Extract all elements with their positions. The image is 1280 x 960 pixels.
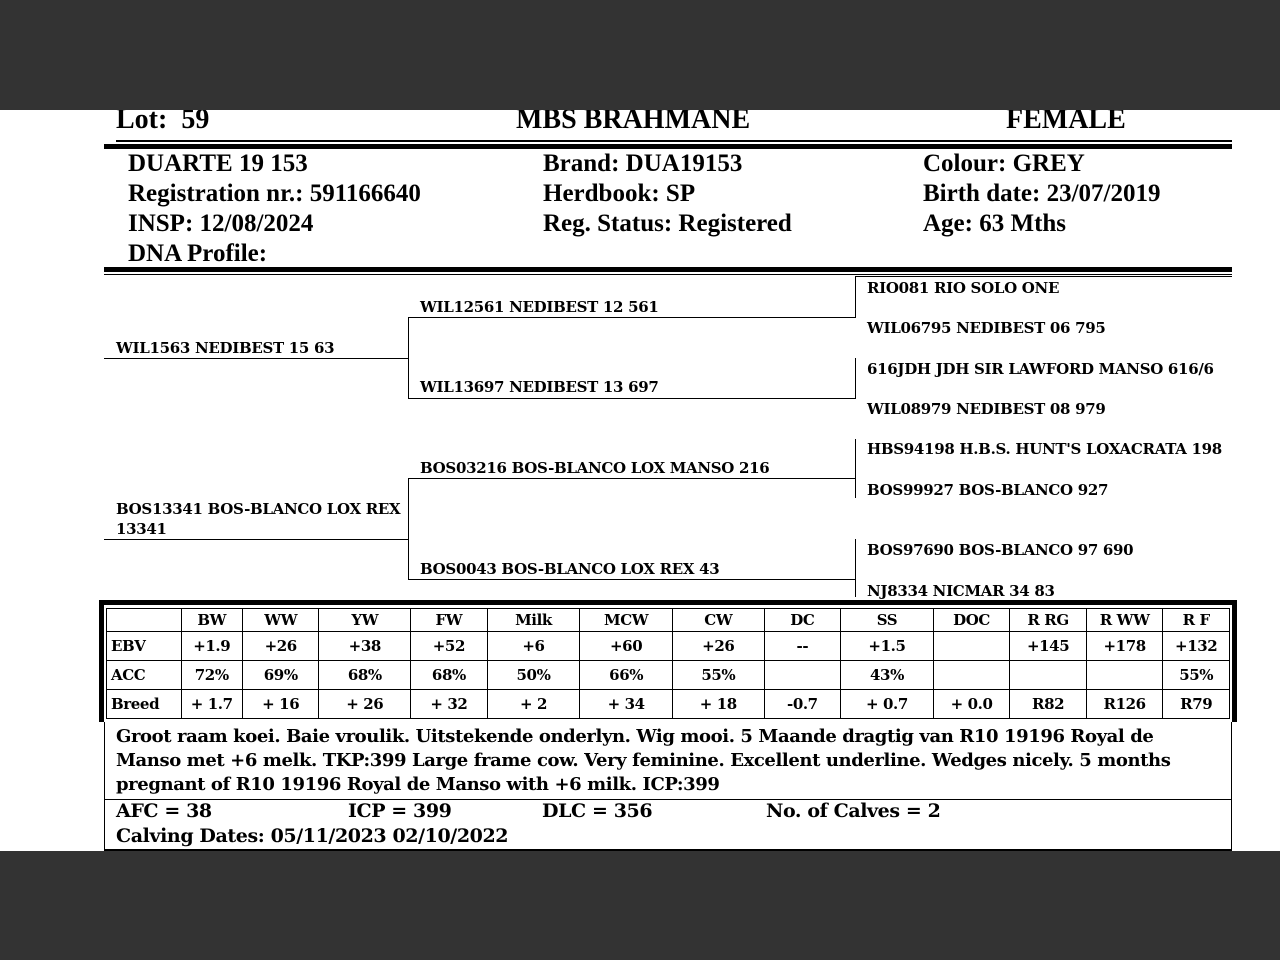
stats-cell: +52 xyxy=(411,632,488,661)
stats-row-breed xyxy=(107,690,1230,719)
pedigree-sire-dam: WIL13697 NEDIBEST 13 697 xyxy=(420,378,659,396)
stats-cell: + 32 xyxy=(411,690,488,719)
sire-line xyxy=(104,358,408,359)
stats-cell: + 34 xyxy=(580,690,673,719)
stats-cell: +1.5 xyxy=(841,632,934,661)
stats-cell: +1.9 xyxy=(181,632,242,661)
ggp-bracket-3a xyxy=(855,439,856,498)
afc: AFC = 38 xyxy=(116,800,212,822)
icp: ICP = 399 xyxy=(348,800,452,822)
sire-bracket xyxy=(408,317,409,399)
ggp-top-line xyxy=(856,276,1232,277)
card-bottom-rule xyxy=(104,849,1232,851)
stats-box-top xyxy=(99,600,1237,605)
breed-title: MBS BRAHMANE xyxy=(516,110,751,135)
pedigree-ggp-7: BOS97690 BOS-BLANCO 97 690 xyxy=(867,541,1134,559)
stats-row-label: ACC xyxy=(107,661,182,690)
dam-line xyxy=(104,539,408,540)
dna-profile: DNA Profile: xyxy=(128,240,268,267)
lot-number: 59 xyxy=(181,110,210,135)
stats-box-left xyxy=(99,600,104,722)
stats-cell: + 16 xyxy=(242,690,319,719)
stats-header: DC xyxy=(764,609,841,632)
stats-cell xyxy=(1010,661,1087,690)
comment-divider xyxy=(104,799,1232,800)
stats-header: FW xyxy=(411,609,488,632)
stats-cell: R126 xyxy=(1086,690,1163,719)
stats-cell: + 2 xyxy=(487,690,580,719)
stats-cell: 50% xyxy=(487,661,580,690)
pedigree-ggp-4: WIL08979 NEDIBEST 08 979 xyxy=(867,400,1106,418)
stats-header: MCW xyxy=(580,609,673,632)
stats-header-row xyxy=(107,609,1230,632)
dam-sire-line xyxy=(408,478,856,479)
info-bottom-rule xyxy=(104,267,1232,272)
dlc: DLC = 356 xyxy=(542,800,653,822)
stats-header: CW xyxy=(672,609,764,632)
stats-header: YW xyxy=(319,609,411,632)
pedigree-ggp-1: RIO081 RIO SOLO ONE xyxy=(867,279,1060,297)
pedigree-dam-sire: BOS03216 BOS-BLANCO LOX MANSO 216 xyxy=(420,459,770,477)
stats-row-label: EBV xyxy=(107,632,182,661)
stats-cell: +145 xyxy=(1010,632,1087,661)
stats-row-ebv xyxy=(107,632,1230,661)
stats-cell: + 26 xyxy=(319,690,411,719)
number-of-calves: No. of Calves = 2 xyxy=(766,800,941,822)
pedigree-sire: WIL1563 NEDIBEST 15 63 xyxy=(116,339,335,357)
colour: Colour: GREY xyxy=(923,150,1085,177)
header-rule xyxy=(116,140,1232,142)
pedigree-dam: BOS13341 BOS-BLANCO LOX REX 13341 xyxy=(116,500,401,538)
stats-header: DOC xyxy=(933,609,1010,632)
brand: Brand: DUA19153 xyxy=(543,150,743,177)
stats-cell: + 18 xyxy=(672,690,764,719)
sire-dam-line xyxy=(408,398,856,399)
stats-row-label: Breed xyxy=(107,690,182,719)
comment-box-left xyxy=(104,722,105,850)
stats-cell: 55% xyxy=(672,661,764,690)
stats-table xyxy=(106,608,1230,719)
pedigree-ggp-2: WIL06795 NEDIBEST 06 795 xyxy=(867,319,1106,337)
stats-cell xyxy=(933,632,1010,661)
animal-info-col3 xyxy=(923,149,1161,239)
stats-cell: 69% xyxy=(242,661,319,690)
ggp-bracket-4a xyxy=(855,539,856,597)
registration-status: Reg. Status: Registered xyxy=(543,210,792,237)
comments: Groot raam koei. Baie vroulik. Uitstekende onderlyn. Wig mooi. 5 Maande dragtig van R10 19196 Royal de Manso met +6 melk. TKP:399 Large frame cow. Very feminine. Excellent underline. Wedges nicely. 5 months pregnant of R10 19196 Royal de Manso with +6 milk. ICP:399 xyxy=(116,726,1171,795)
stats-row-acc xyxy=(107,661,1230,690)
animal-info-col1 xyxy=(128,149,421,269)
pedigree-ggp-3: 616JDH JDH SIR LAWFORD MANSO 616/6 xyxy=(867,360,1214,378)
dam-bracket xyxy=(408,478,409,580)
stats-cell: +6 xyxy=(487,632,580,661)
birth-date: Birth date: 23/07/2019 xyxy=(923,180,1161,207)
stats-header: SS xyxy=(841,609,934,632)
stats-cell: + 0.7 xyxy=(841,690,934,719)
stats-header: Milk xyxy=(487,609,580,632)
lot-label-text: Lot: xyxy=(116,110,168,135)
pedigree-ggp-5: HBS94198 H.B.S. HUNT'S LOXACRATA 198 xyxy=(867,440,1222,458)
stats-cell: -- xyxy=(764,632,841,661)
pedigree-dam-dam: BOS0043 BOS-BLANCO LOX REX 43 xyxy=(420,560,720,578)
stats-cell: +26 xyxy=(672,632,764,661)
stats-cell: 55% xyxy=(1163,661,1230,690)
stats-cell: + 0.0 xyxy=(933,690,1010,719)
animal-info-col2 xyxy=(543,149,792,239)
stats-header: R WW xyxy=(1086,609,1163,632)
stats-header xyxy=(107,609,182,632)
herdbook: Herdbook: SP xyxy=(543,180,696,207)
ggp-bracket-1a xyxy=(855,276,856,318)
stats-cell xyxy=(1086,661,1163,690)
pedigree-sire-sire: WIL12561 NEDIBEST 12 561 xyxy=(420,298,659,316)
stats-header: WW xyxy=(242,609,319,632)
stats-cell: 68% xyxy=(411,661,488,690)
comment-box-right xyxy=(1231,722,1232,850)
lot-label xyxy=(116,110,209,136)
stats-cell: -0.7 xyxy=(764,690,841,719)
lot-card xyxy=(0,110,1280,851)
stats-cell: R82 xyxy=(1010,690,1087,719)
stats-header: BW xyxy=(181,609,242,632)
sire-sire-line xyxy=(408,317,856,318)
ggp-bracket-2a xyxy=(855,358,856,398)
stats-cell: + 1.7 xyxy=(181,690,242,719)
calving-dates: Calving Dates: 05/11/2023 02/10/2022 xyxy=(116,825,509,847)
registration-number: Registration nr.: 591166640 xyxy=(128,180,421,207)
stats-header: R RG xyxy=(1010,609,1087,632)
stats-cell: 68% xyxy=(319,661,411,690)
inspection-date: INSP: 12/08/2024 xyxy=(128,210,314,237)
stats-box-right xyxy=(1232,600,1237,722)
stats-cell: R79 xyxy=(1163,690,1230,719)
stats-cell: 43% xyxy=(841,661,934,690)
sex-label: FEMALE xyxy=(1006,110,1126,135)
info-bottom-rule-thin xyxy=(104,274,1232,275)
stats-cell: 66% xyxy=(580,661,673,690)
stats-cell: +132 xyxy=(1163,632,1230,661)
stats-cell xyxy=(933,661,1010,690)
animal-name: DUARTE 19 153 xyxy=(128,150,308,177)
stats-cell: +178 xyxy=(1086,632,1163,661)
stats-cell: +60 xyxy=(580,632,673,661)
age: Age: 63 Mths xyxy=(923,210,1067,237)
stats-cell xyxy=(764,661,841,690)
stats-cell: 72% xyxy=(181,661,242,690)
stats-cell: +26 xyxy=(242,632,319,661)
pedigree-ggp-8: NJ8334 NICMAR 34 83 xyxy=(867,582,1055,600)
pedigree-ggp-6: BOS99927 BOS-BLANCO 927 xyxy=(867,481,1109,499)
stats-cell: +38 xyxy=(319,632,411,661)
stats-header: R F xyxy=(1163,609,1230,632)
dam-dam-line xyxy=(408,579,856,580)
